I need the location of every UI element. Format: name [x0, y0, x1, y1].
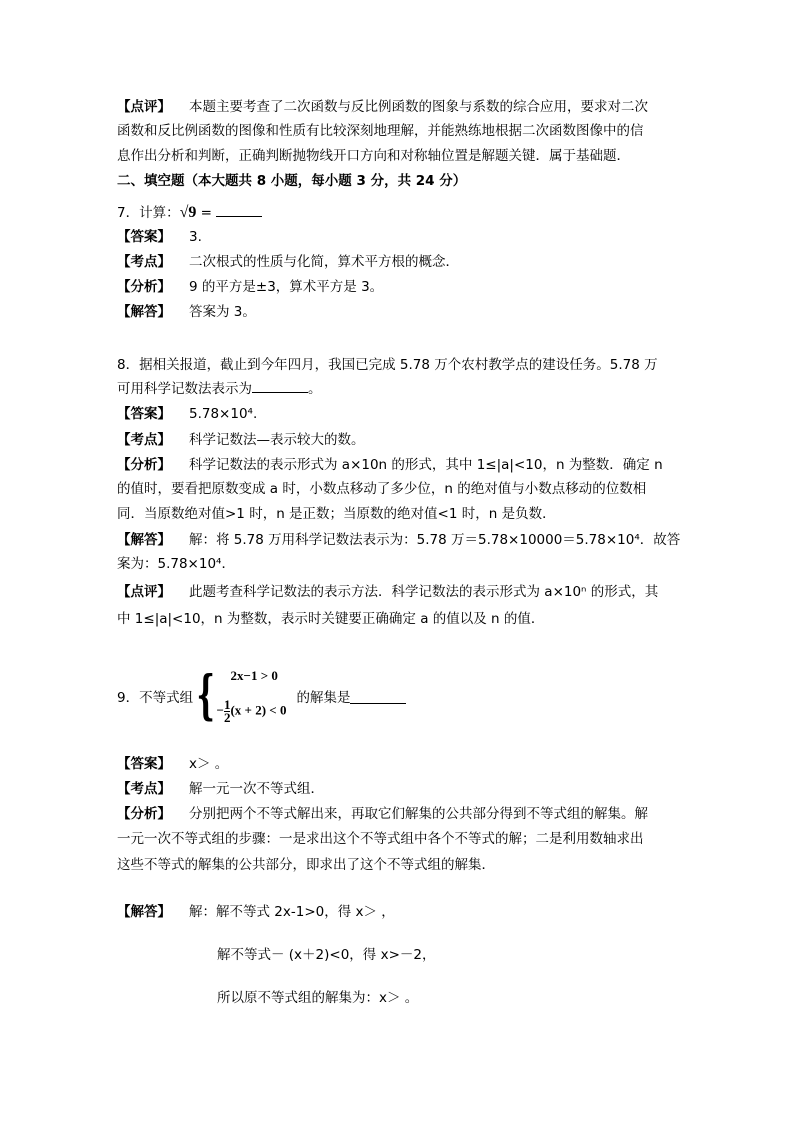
review-label: 【点评】 — [117, 584, 171, 600]
answer-text: 3. — [189, 229, 202, 245]
sqrt-expression: √9 — [179, 204, 197, 221]
analysis-label: 【分析】 — [117, 279, 171, 295]
answer-text: 5.78×10⁴. — [189, 406, 258, 422]
review-text: 本题主要考查了二次函数与反比例函数的图象与系数的综合应用，要求对二次 — [189, 99, 648, 115]
solution-text: 案为：5.78×10⁴． — [117, 556, 235, 572]
solution-text: 解：解不等式 2x-1>0，得 x＞ ， — [189, 904, 395, 920]
brace-symbol: { — [196, 665, 216, 726]
analysis-text: 这些不等式的解集的公共部分，即求出了这个不等式组的解集． — [117, 857, 495, 873]
question-end: 。 — [308, 381, 322, 397]
point-label: 【考点】 — [117, 781, 171, 797]
review-text: 函数和反比例函数的图像和性质有比较深刻地理解，并能熟练地根据二次函数图像中的信 — [117, 123, 644, 139]
point-label: 【考点】 — [117, 254, 171, 270]
inequality-system — [117, 665, 406, 726]
analysis-label: 【分析】 — [117, 457, 171, 473]
equals-sign: = — [196, 205, 217, 221]
analysis-text: 分别把两个不等式解出来，再取它们解集的公共部分得到不等式组的解集。解 — [189, 806, 648, 822]
solution-label: 【解答】 — [117, 304, 171, 320]
review-text: 息作出分析和判断，正确判断抛物线开口方向和对称轴位置是解题关键．属于基础题． — [117, 148, 630, 164]
section-heading: 二、填空题（本大题共 8 小题，每小题 3 分，共 24 分） — [117, 173, 467, 189]
review-label: 【点评】 — [117, 99, 171, 115]
question-text: 可用科学记数法表示为 — [117, 381, 252, 397]
answer-label: 【答案】 — [117, 756, 171, 772]
answer-text: x＞ 。 — [189, 756, 229, 772]
review-text: 此题考查科学记数法的表示方法．科学记数法的表示形式为 a×10ⁿ 的形式，其 — [189, 584, 659, 600]
answer-label: 【答案】 — [117, 406, 171, 422]
answer-blank — [350, 689, 406, 704]
question-text: 7．计算： — [117, 205, 180, 221]
point-text: 科学记数法—表示较大的数。 — [189, 432, 365, 448]
question-text: 8．据相关报道，截止到今年四月，我国已完成 5.78 万个农村教学点的建设任务。5.78 万 — [117, 357, 658, 373]
solution-text: 解：将 5.78 万用科学记数法表示为：5.78 万＝5.78×10000＝5.78×10⁴．故答 — [189, 532, 681, 548]
answer-blank — [252, 378, 308, 393]
question-suffix: 的解集是 — [296, 690, 351, 706]
analysis-text: 科学记数法的表示形式为 a×10n 的形式，其中 1≤|a|<10，n 为整数．确定 n — [189, 457, 663, 473]
solution-text: 解不等式－ (x＋2)<0，得 x>－2， — [217, 947, 436, 963]
numerator: 1 — [223, 697, 231, 712]
analysis-text: 同．当原数绝对值>1 时，n 是正数；当原数的绝对值<1 时，n 是负数． — [117, 506, 556, 522]
point-text: 解一元一次不等式组． — [189, 781, 324, 797]
analysis-label: 【分析】 — [117, 806, 171, 822]
review-text: 中 1≤|a|<10，n 为整数，表示时关键要正确确定 a 的值以及 n 的值． — [117, 611, 545, 627]
minus-sign: − — [216, 702, 224, 718]
answer-blank — [216, 202, 262, 217]
analysis-text: 9 的平方是±3，算术平方是 3。 — [189, 279, 384, 295]
solution-text: 答案为 3。 — [189, 304, 256, 320]
analysis-text: 的值时，要看把原数变成 a 时，小数点移动了多少位，n 的绝对值与小数点移动的位数相 — [117, 481, 647, 497]
inequality-1: 2x−1 > 0 — [230, 668, 278, 683]
solution-text: 所以原不等式组的解集为：x＞ 。 — [217, 990, 419, 1006]
solution-label: 【解答】 — [117, 904, 171, 920]
analysis-text: 一元一次不等式组的步骤：一是求出这个不等式组中各个不等式的解；二是利用数轴求出 — [117, 831, 644, 847]
point-label: 【考点】 — [117, 432, 171, 448]
question-text: 9．不等式组 — [117, 690, 194, 706]
inequality-2 — [217, 699, 287, 724]
point-text: 二次根式的性质与化简，算术平方根的概念． — [189, 254, 459, 270]
denominator: 2 — [223, 710, 231, 725]
answer-label: 【答案】 — [117, 229, 171, 245]
solution-label: 【解答】 — [117, 532, 171, 548]
inequality-2-rest: (x + 2) < 0 — [230, 702, 287, 718]
